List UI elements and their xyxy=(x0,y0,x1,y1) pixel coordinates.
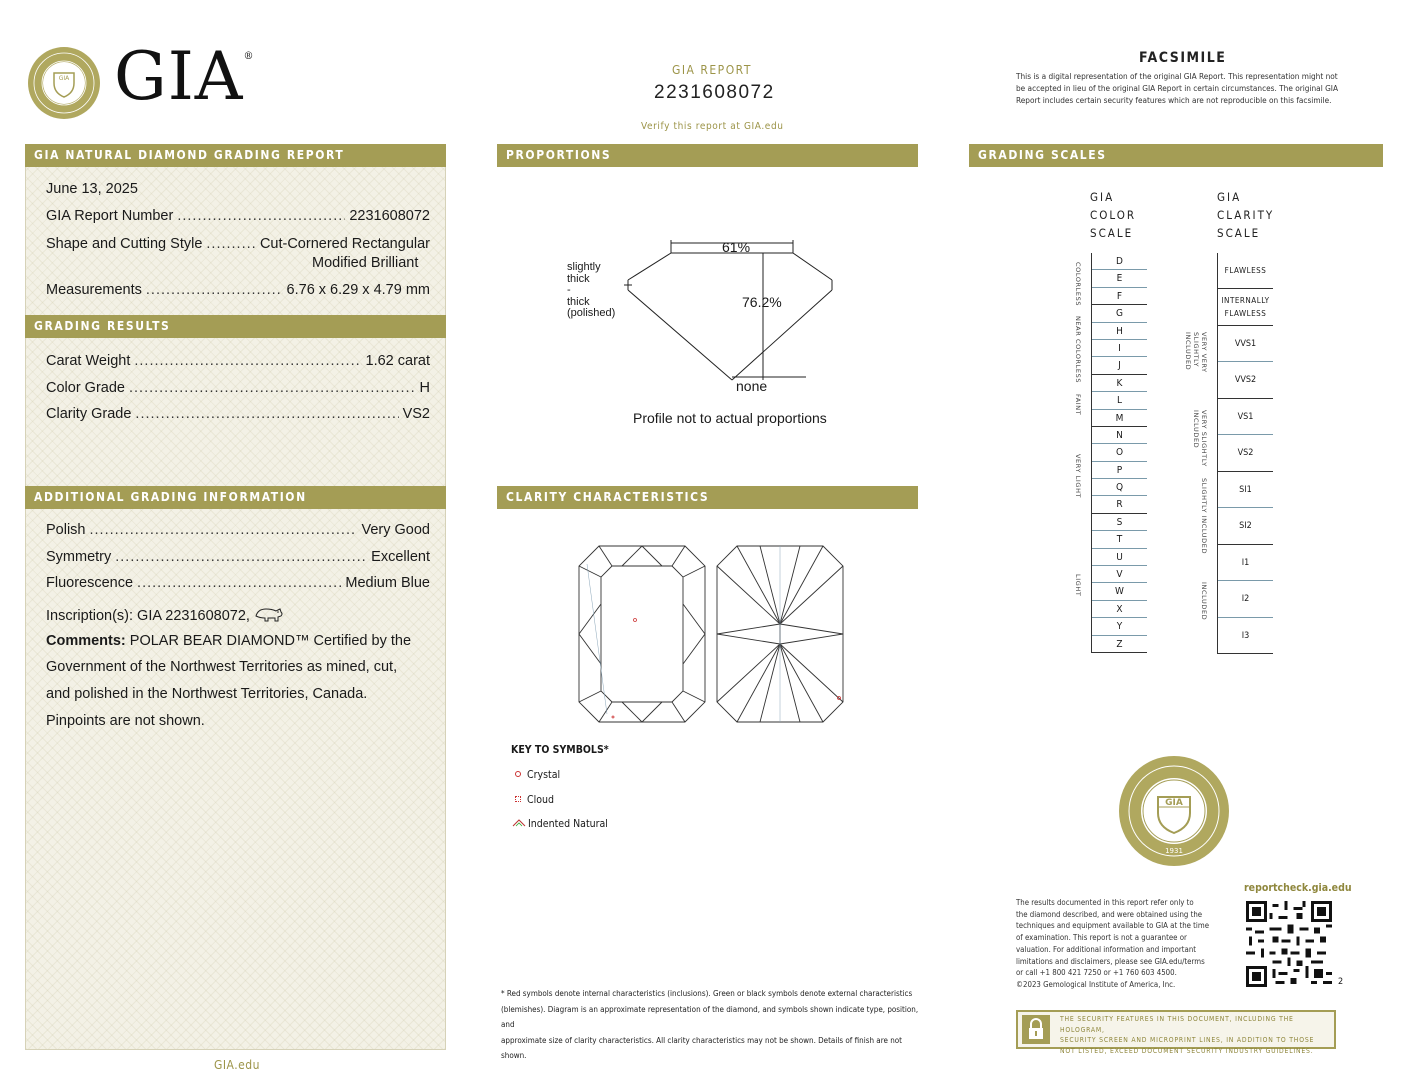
inscription: Inscription(s): GIA 2231608072, xyxy=(46,606,284,624)
color-grade-cell: H xyxy=(1092,323,1147,340)
svg-text:GIA: GIA xyxy=(1165,798,1183,808)
indented-natural-icon xyxy=(512,819,526,827)
clarity-grade-cell: INTERNALLY FLAWLESS xyxy=(1218,289,1273,326)
clarity-grade-cell: FLAWLESS xyxy=(1218,253,1273,289)
qr-code[interactable] xyxy=(1246,901,1332,987)
color-group-colorless: COLORLESS xyxy=(1074,262,1082,307)
color-grade-cell: Y xyxy=(1092,618,1147,635)
row-measurements: Measurements ..... 6.76 x 6.29 x 4.79 mm xyxy=(46,282,430,302)
row-symmetry: Symmetry ..... Excellent xyxy=(46,549,430,569)
color-grade-cell: D xyxy=(1092,253,1147,270)
clarity-grade-cell: SI1 xyxy=(1218,472,1273,509)
row-polish: Polish ..... Very Good xyxy=(46,522,430,542)
svg-text:GIA: GIA xyxy=(58,75,70,82)
row-fluorescence: Fluorescence ..... Medium Blue xyxy=(46,575,430,595)
clarity-scale-title: GIA CLARITY SCALE xyxy=(1217,190,1275,240)
clarity-grade-cell: SI2 xyxy=(1218,508,1273,545)
clarity-grade-cell: VS1 xyxy=(1218,399,1273,436)
clarity-grade-cell: VS2 xyxy=(1218,435,1273,472)
color-grade-cell: Z xyxy=(1092,636,1147,653)
clarity-group-vvs: VERY VERY SLIGHTLY INCLUDED xyxy=(1184,332,1208,373)
key-item-crystal: Crystal xyxy=(515,769,560,781)
footer-gia-link[interactable]: GIA.edu xyxy=(214,1058,260,1072)
color-grade-cell: T xyxy=(1092,531,1147,548)
color-group-very-light: VERY LIGHT xyxy=(1074,454,1082,499)
facsimile-text: This is a digital representation of the original GIA Report. This representation might not be accepted in lieu of the original GIA Report in certain circumstances. The original GIA Report includes certain security features which are not reproducible on this facsimile. xyxy=(1016,71,1338,105)
clarity-group-vs: VERY SLIGHTLY INCLUDED xyxy=(1192,410,1208,467)
row-shape: Shape and Cutting Style ..... Cut-Cornered Rectangular xyxy=(46,236,430,256)
color-grade-cell: K xyxy=(1092,375,1147,392)
shape-value-line2: Modified Brilliant xyxy=(312,255,419,271)
clarity-group-si: SLIGHTLY INCLUDED xyxy=(1200,478,1208,555)
gia-small-seal xyxy=(26,45,102,121)
color-group-faint: FAINT xyxy=(1074,394,1082,416)
gia-logo: GIA® xyxy=(114,38,255,115)
color-grade-cell: E xyxy=(1092,270,1147,287)
depth-percent: 76.2% xyxy=(742,294,782,310)
color-grade-cell: V xyxy=(1092,566,1147,583)
clarity-footnote: * Red symbols denote internal characteristics (inclusions). Green or black symbols denote external characteristics (blemishes). Diagram is an approximate representation of the diamond, and symbols shown indicate type, position, and approximate size of clarity characteristics. All clarity characteristics may not be shown. Details of finish are not shown. xyxy=(501,989,919,1060)
color-grade-cell: Q xyxy=(1092,479,1147,496)
table-percent: 61% xyxy=(722,239,751,255)
disclaimer: The results documented in this report refer only to the diamond described, and were obtained using the techniques and equipment available to GIA at the time of examination. This report is not a guarantee or valuation. For additional information and important limitations and disclaimers, please see GIA.edu/terms or call +1 800 421 7250 or +1 760 603 4500. ©2023 Gemological Institute of America, Inc. xyxy=(1016,898,1210,989)
gia-report-label: GIA REPORT xyxy=(672,63,752,77)
row-report-number: GIA Report Number ..... 2231608072 xyxy=(46,208,430,228)
comments-line-2: Government of the Northwest Territories as mined, cut, xyxy=(46,659,398,675)
section-title-report: GIA NATURAL DIAMOND GRADING REPORT xyxy=(25,144,446,167)
comments-line-4: Pinpoints are not shown. xyxy=(46,713,205,729)
crown-plot xyxy=(577,544,707,724)
row-color-grade: Color Grade ..... H xyxy=(46,380,430,400)
color-grade-cell: X xyxy=(1092,601,1147,618)
section-title-clarity: CLARITY CHARACTERISTICS xyxy=(497,486,918,509)
clarity-group-i: INCLUDED xyxy=(1200,582,1208,621)
section-title-proportions: PROPORTIONS xyxy=(497,144,918,167)
color-scale xyxy=(1091,253,1147,653)
color-grade-cell: J xyxy=(1092,357,1147,374)
clarity-grade-cell: VVS2 xyxy=(1218,362,1273,399)
report-date: June 13, 2025 xyxy=(46,181,138,197)
color-grade-cell: G xyxy=(1092,305,1147,322)
section-title-scales: GRADING SCALES xyxy=(969,144,1383,167)
profile-note: Profile not to actual proportions xyxy=(633,410,827,426)
cloud-icon xyxy=(515,796,521,802)
clarity-grade-cell: I2 xyxy=(1218,581,1273,618)
clarity-grade-cell: I3 xyxy=(1218,618,1273,655)
color-scale-title: GIA COLOR SCALE xyxy=(1090,190,1137,240)
clarity-grade-cell: VVS1 xyxy=(1218,326,1273,363)
color-grade-cell: I xyxy=(1092,340,1147,357)
key-item-cloud: Cloud xyxy=(515,794,554,806)
key-item-natural: Indented Natural xyxy=(512,818,608,830)
color-grade-cell: P xyxy=(1092,462,1147,479)
clarity-grade-cell: I1 xyxy=(1218,545,1273,582)
section-title-grading-results: GRADING RESULTS xyxy=(25,315,446,338)
section-title-additional: ADDITIONAL GRADING INFORMATION xyxy=(25,486,446,509)
color-grade-cell: R xyxy=(1092,496,1147,513)
color-grade-cell: W xyxy=(1092,583,1147,600)
facsimile-title: FACSIMILE xyxy=(1139,50,1227,66)
polar-bear-icon xyxy=(254,606,284,622)
comments-line-1: Comments: POLAR BEAR DIAMOND™ Certified by the xyxy=(46,633,412,649)
reportcheck-link[interactable]: reportcheck.gia.edu xyxy=(1244,882,1352,894)
pavilion-plot xyxy=(715,544,845,724)
clarity-scale xyxy=(1217,253,1273,654)
crystal-icon xyxy=(515,771,521,777)
key-title: KEY TO SYMBOLS* xyxy=(511,744,609,756)
gia-large-seal xyxy=(1118,755,1230,867)
color-grade-cell: S xyxy=(1092,514,1147,531)
left-panel-background xyxy=(25,144,446,1050)
color-grade-cell: L xyxy=(1092,392,1147,409)
color-group-near-colorless: NEAR COLORLESS xyxy=(1074,316,1082,384)
row-clarity-grade: Clarity Grade ..... VS2 xyxy=(46,406,430,426)
color-grade-cell: N xyxy=(1092,427,1147,444)
color-grade-cell: F xyxy=(1092,288,1147,305)
page-number: 2 xyxy=(1338,977,1344,987)
row-carat: Carat Weight ..... 1.62 carat xyxy=(46,353,430,373)
color-group-light: LIGHT xyxy=(1074,574,1082,597)
svg-text:1931: 1931 xyxy=(1165,847,1183,855)
color-grade-cell: O xyxy=(1092,444,1147,461)
header-report-number: 2231608072 xyxy=(654,82,775,103)
proportions-diagram xyxy=(560,235,860,405)
culet-label: none xyxy=(736,378,768,394)
lock-icon xyxy=(1022,1015,1050,1044)
girdle-label: slightly thick - thick (polished) xyxy=(567,261,616,319)
security-notice: THE SECURITY FEATURES IN THIS DOCUMENT, INCLUDING THE HOLOGRAM, SECURITY SCREEN AND MICROPRINT LINES, IN ADDITION TO THOSE NOT LISTED, EXCEED DOCUMENT SECURITY INDUSTRY GUIDELINES. xyxy=(1016,1010,1336,1049)
comments-line-3: and polished in the Northwest Territories, Canada. xyxy=(46,686,368,702)
verify-link[interactable]: Verify this report at GIA.edu xyxy=(641,121,784,132)
color-grade-cell: M xyxy=(1092,410,1147,427)
color-grade-cell: U xyxy=(1092,549,1147,566)
